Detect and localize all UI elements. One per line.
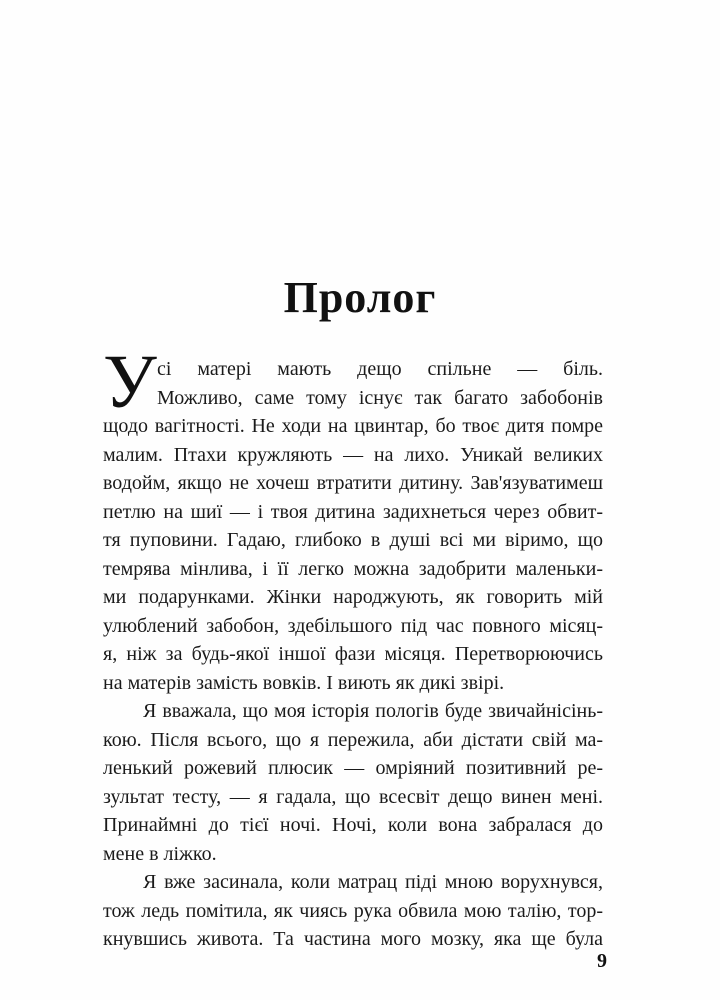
text-line: водойм, якщо не хочеш втратити дитину. Зав'язуватимеш [103,472,603,494]
text-line: кнувшись живота. Та частина мого мозку, яка ще була [103,928,603,950]
text-line: Я вважала, що моя історія пологів буде звичайнісінь- [143,700,603,722]
page-number: 9 [597,950,607,972]
chapter-title: Пролог [283,273,437,322]
text-line: кою. Після всього, що я пережила, аби дістати свій ма- [103,728,603,751]
text-line: щодо вагітності. Не ходи на цвинтар, бо твоє дитя помре [103,415,603,437]
body-text [103,355,603,954]
drop-cap: У [103,340,157,424]
text-line: Можливо, саме тому існує так багато забобонів [157,386,603,409]
text-line: тож ледь помітила, як чиясь рука обвила мою талію, тор- [103,899,603,922]
text-line: тя пуповини. Гадаю, глибоко в душі всі ми віримо, що [103,529,603,551]
text-line: мене в ліжко. [103,842,217,865]
text-line: ми подарунками. Жінки народжують, як говорить мій [103,586,603,608]
text-line: зультат тесту, — я гадала, що всесвіт дещо винен мені. [103,785,603,808]
text-line: Принаймні до тієї ночі. Ночі, коли вона забралася до [103,814,603,836]
text-line: я, ніж за будь-якої іншої фази місяця. Перетворюючись [103,643,603,665]
text-line: улюблений забобон, здебільшого під час повного місяц- [103,614,603,637]
text-line: сі матері мають дещо спільне — біль. [157,358,603,380]
text-line: малим. Птахи кружляють — на лихо. Уникай великих [103,443,603,466]
text-line: ленький рожевий плюсик — омріяний позитивний ре- [103,757,603,779]
text-line: на матерів замість вовків. І виють як дикі звірі. [103,671,505,694]
text-line: темрява мінлива, і її легко можна задобрити маленьки- [103,557,603,580]
text-line: петлю на шиї — і твоя дитина задихнеться через обвит- [103,500,603,523]
text-line: Я вже засинала, коли матрац піді мною ворухнувся, [143,871,603,893]
